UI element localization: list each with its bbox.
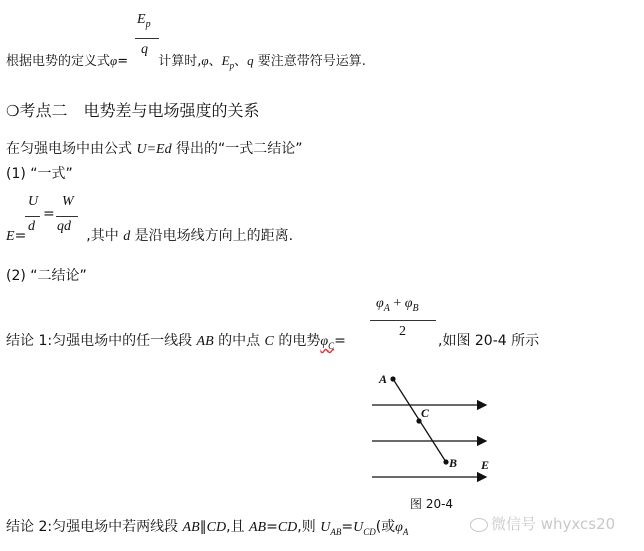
qd-denominator: qd (57, 219, 71, 234)
label-b: B (449, 456, 458, 470)
d-denominator: d (28, 219, 35, 234)
item-one: (1) “一式” (6, 166, 73, 182)
figure-reference: ,如图 20-4 所示 (438, 333, 540, 349)
item-two: (2) “二结论” (6, 268, 87, 284)
bullet-icon: ❍ (6, 102, 20, 120)
phi-sum-numerator: $\varphi_A + \varphi_B$ (376, 296, 419, 314)
conclusion-two: 结论 2:匀强电场中若两线段 AB∥CD,且 AB=CD,则 $U_{AB}=U_{CD}$(或$\varphi_A$ (6, 519, 409, 537)
fraction-bar (56, 216, 78, 217)
two-denominator: 2 (399, 324, 406, 339)
fraction-bar (370, 320, 436, 321)
point-b (443, 459, 448, 464)
fraction-bar (25, 216, 40, 217)
w-numerator: W (62, 194, 74, 209)
point-a (390, 376, 395, 381)
wechat-watermark: 微信号 whyxcs20 (470, 513, 615, 534)
figure-caption: 图 20-4 (410, 497, 454, 511)
label-a: A (379, 372, 388, 386)
formula-intro: 在匀强电场中由公式 U=Ed 得出的“一式二结论” (6, 141, 303, 157)
label-c: C (421, 406, 430, 420)
wechat-icon (470, 518, 488, 532)
equals-sign: = (43, 206, 55, 222)
definition-line: 根据电势的定义式φ= 计算时,φ、$E_p$、q 要注意带符号运算. (6, 53, 366, 71)
conclusion-one: 结论 1:匀强电场中的任一线段 AB 的中点 C 的电势$\varphi_C=$ (6, 333, 346, 351)
fraction-bar (135, 38, 159, 39)
u-numerator: U (28, 194, 39, 209)
e-formula-line: E= ,其中 d 是沿电场线方向上的距离. (6, 228, 294, 244)
section-heading: ❍考点二 电势差与电场强度的关系 (6, 101, 260, 120)
label-e: E (481, 458, 490, 472)
ep-numerator: $E_p$ (137, 12, 151, 30)
q-denominator: q (141, 42, 148, 57)
